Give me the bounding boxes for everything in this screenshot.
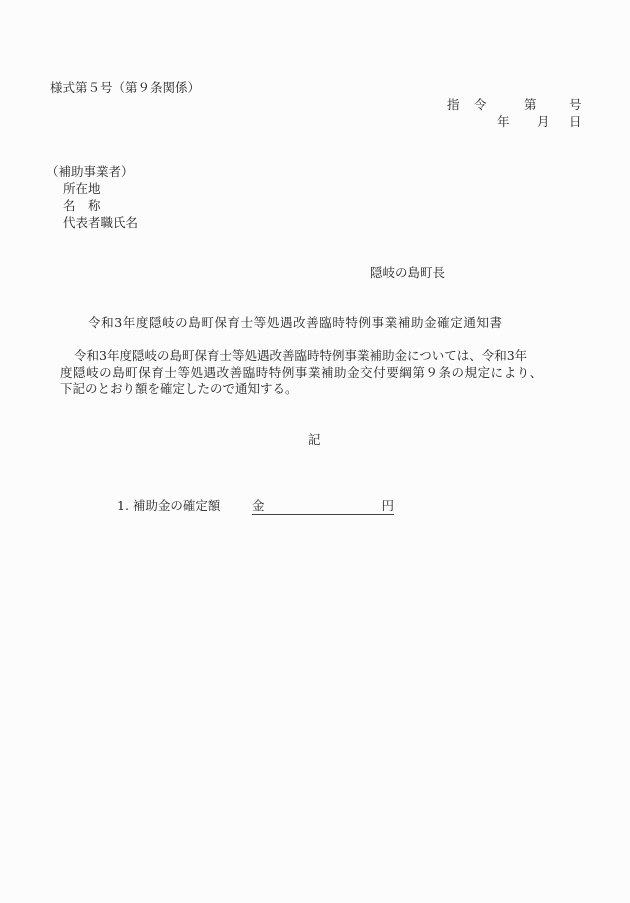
item-label: 1. 補助金の確定額: [117, 498, 221, 513]
body-paragraph: [60, 348, 600, 398]
order-prefix-1: 指: [447, 97, 460, 112]
order-go: 号: [569, 97, 582, 112]
date-day: 日: [569, 114, 582, 129]
name-label: 名 称: [63, 198, 101, 213]
representative-label: 代表者職氏名: [63, 215, 139, 230]
body-line-2: 度隠岐の島町保育士等処遇改善臨時特例事業補助金交付要綱第９条の規定により、: [60, 364, 543, 380]
address-label: 所在地: [63, 181, 101, 196]
body-line-3: 下記のとおり額を確定したので通知する。: [60, 381, 298, 396]
ki-heading: 記: [308, 432, 321, 447]
order-dai: 第: [524, 97, 537, 112]
amount-suffix: 円: [381, 498, 394, 513]
order-prefix-2: 令: [474, 97, 487, 112]
form-number: 様式第５号（第９条関係）: [50, 80, 201, 95]
recipient-heading: （補助事業者）: [46, 164, 134, 179]
date-year: 年: [497, 114, 510, 129]
amount-prefix: 金: [252, 498, 265, 513]
issuer: 隠岐の島町長: [370, 265, 446, 280]
date-month: 月: [537, 114, 550, 129]
document-title: 令和3年度隠岐の島町保育士等処遇改善臨時特例事業補助金確定通知書: [88, 315, 503, 330]
body-line-1: 令和3年度隠岐の島町保育士等処遇改善臨時特例事業補助金については、令和3年: [74, 348, 528, 363]
amount-field[interactable]: [252, 498, 394, 515]
